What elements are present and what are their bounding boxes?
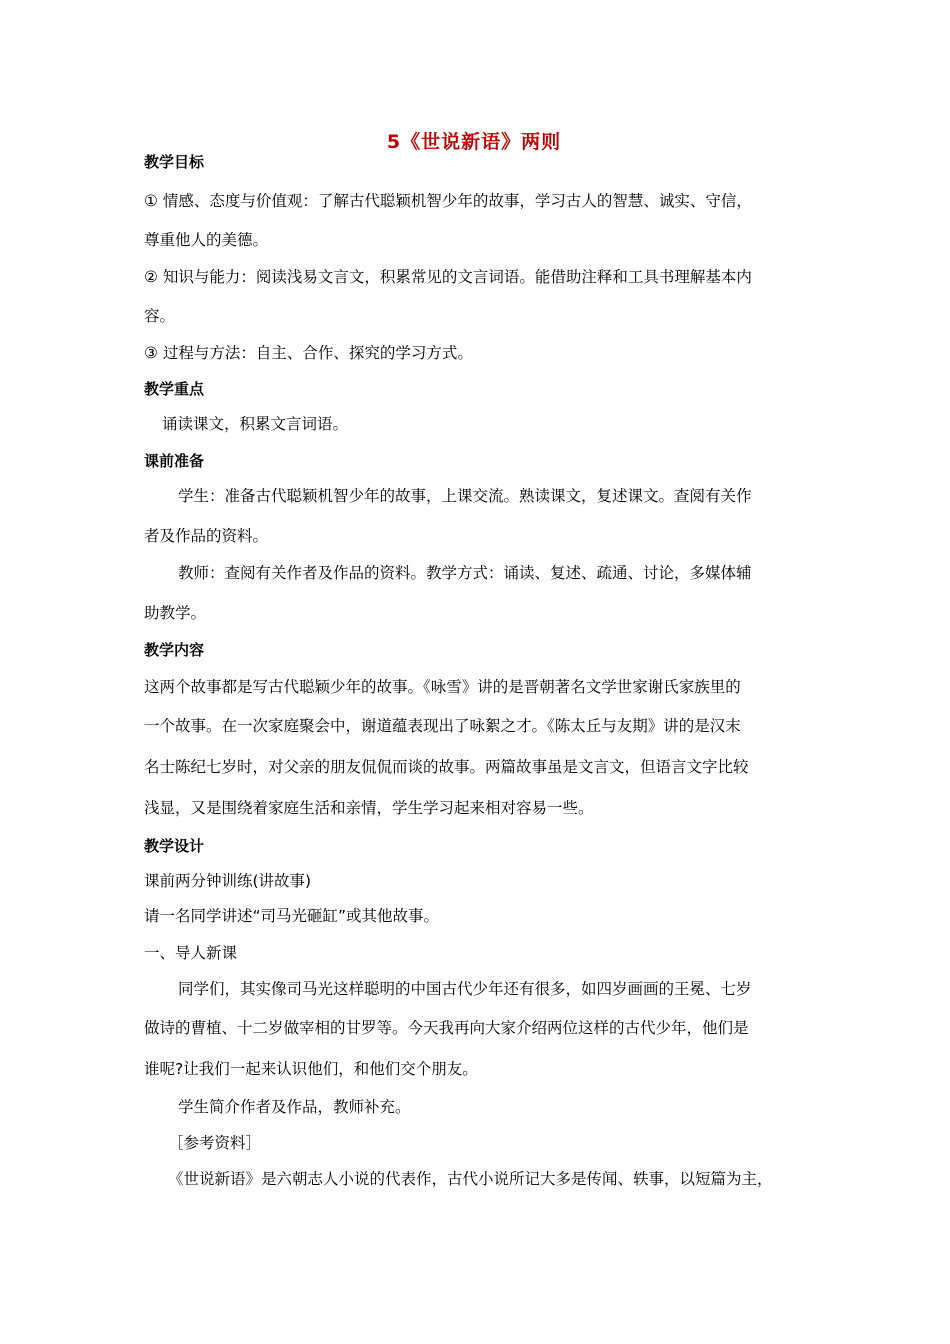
- prep-teacher-cont: 助教学。: [144, 604, 207, 622]
- design-step-one: 一、导人新课: [144, 944, 238, 962]
- objective-emotion: ① 情感、态度与价值观：了解古代聪颖机智少年的故事，学习古人的智慧、诚实、守信，: [144, 192, 752, 210]
- section-heading-key-points: 教学重点: [144, 380, 205, 398]
- intro-paragraph-3: 谁呢?让我们一起来认识他们，和他们交个朋友。: [144, 1060, 478, 1078]
- objective-process: ③ 过程与方法：自主、合作、探究的学习方式。: [144, 344, 473, 362]
- intro-student-task: 学生简介作者及作品，教师补充。: [178, 1098, 411, 1116]
- objective-emotion-cont: 尊重他人的美德。: [144, 231, 269, 249]
- prep-student-cont: 者及作品的资料。: [144, 527, 269, 545]
- prep-student: 学生：准备古代聪颖机智少年的故事，上课交流。熟读课文，复述课文。查阅有关作: [178, 487, 752, 505]
- section-heading-objectives: 教学目标: [144, 153, 205, 171]
- intro-paragraph-2: 做诗的曹植、十二岁做宰相的甘罗等。今天我再向大家介绍两位这样的古代少年，他们是: [144, 1019, 749, 1037]
- objective-knowledge: ② 知识与能力：阅读浅易文言文，积累常见的文言词语。能借助注释和工具书理解基本内: [144, 268, 752, 286]
- objective-knowledge-cont: 容。: [144, 307, 176, 325]
- reference-text: 《世说新语》是六朝志人小说的代表作，古代小说所记大多是传闻、轶事，以短篇为主，: [168, 1170, 773, 1188]
- design-warmup: 课前两分钟训练(讲故事): [144, 872, 312, 890]
- key-points-text: 诵读课文，积累文言词语。: [162, 415, 349, 433]
- content-line-2: 一个故事。在一次家庭聚会中，谢道蕴表现出了咏絮之才。《陈太丘与友期》讲的是汉末: [144, 717, 741, 735]
- section-heading-design: 教学设计: [144, 837, 205, 855]
- content-line-4: 浅显，又是围绕着家庭生活和亲情，学生学习起来相对容易一些。: [144, 799, 594, 817]
- design-warmup-task: 请一名同学讲述“司马光砸缸”或其他故事。: [144, 907, 440, 925]
- content-line-1: 这两个故事都是写古代聪颖少年的故事。《咏雪》讲的是晋朝著名文学世家谢氏家族里的: [144, 678, 741, 696]
- section-heading-preparation: 课前准备: [144, 452, 205, 470]
- content-line-3: 名士陈纪七岁时，对父亲的朋友侃侃而谈的故事。两篇故事虽是文言文，但语言文字比较: [144, 758, 749, 776]
- prep-teacher: 教师：查阅有关作者及作品的资料。教学方式：诵读、复述、疏通、讨论，多媒体辅: [178, 564, 752, 582]
- section-heading-content: 教学内容: [144, 641, 205, 659]
- document-title: 5《世说新语》两则: [386, 131, 562, 153]
- reference-label: ［参考资料］: [168, 1134, 262, 1152]
- intro-paragraph-1: 同学们，其实像司马光这样聪明的中国古代少年还有很多，如四岁画画的王冕、七岁: [178, 980, 752, 998]
